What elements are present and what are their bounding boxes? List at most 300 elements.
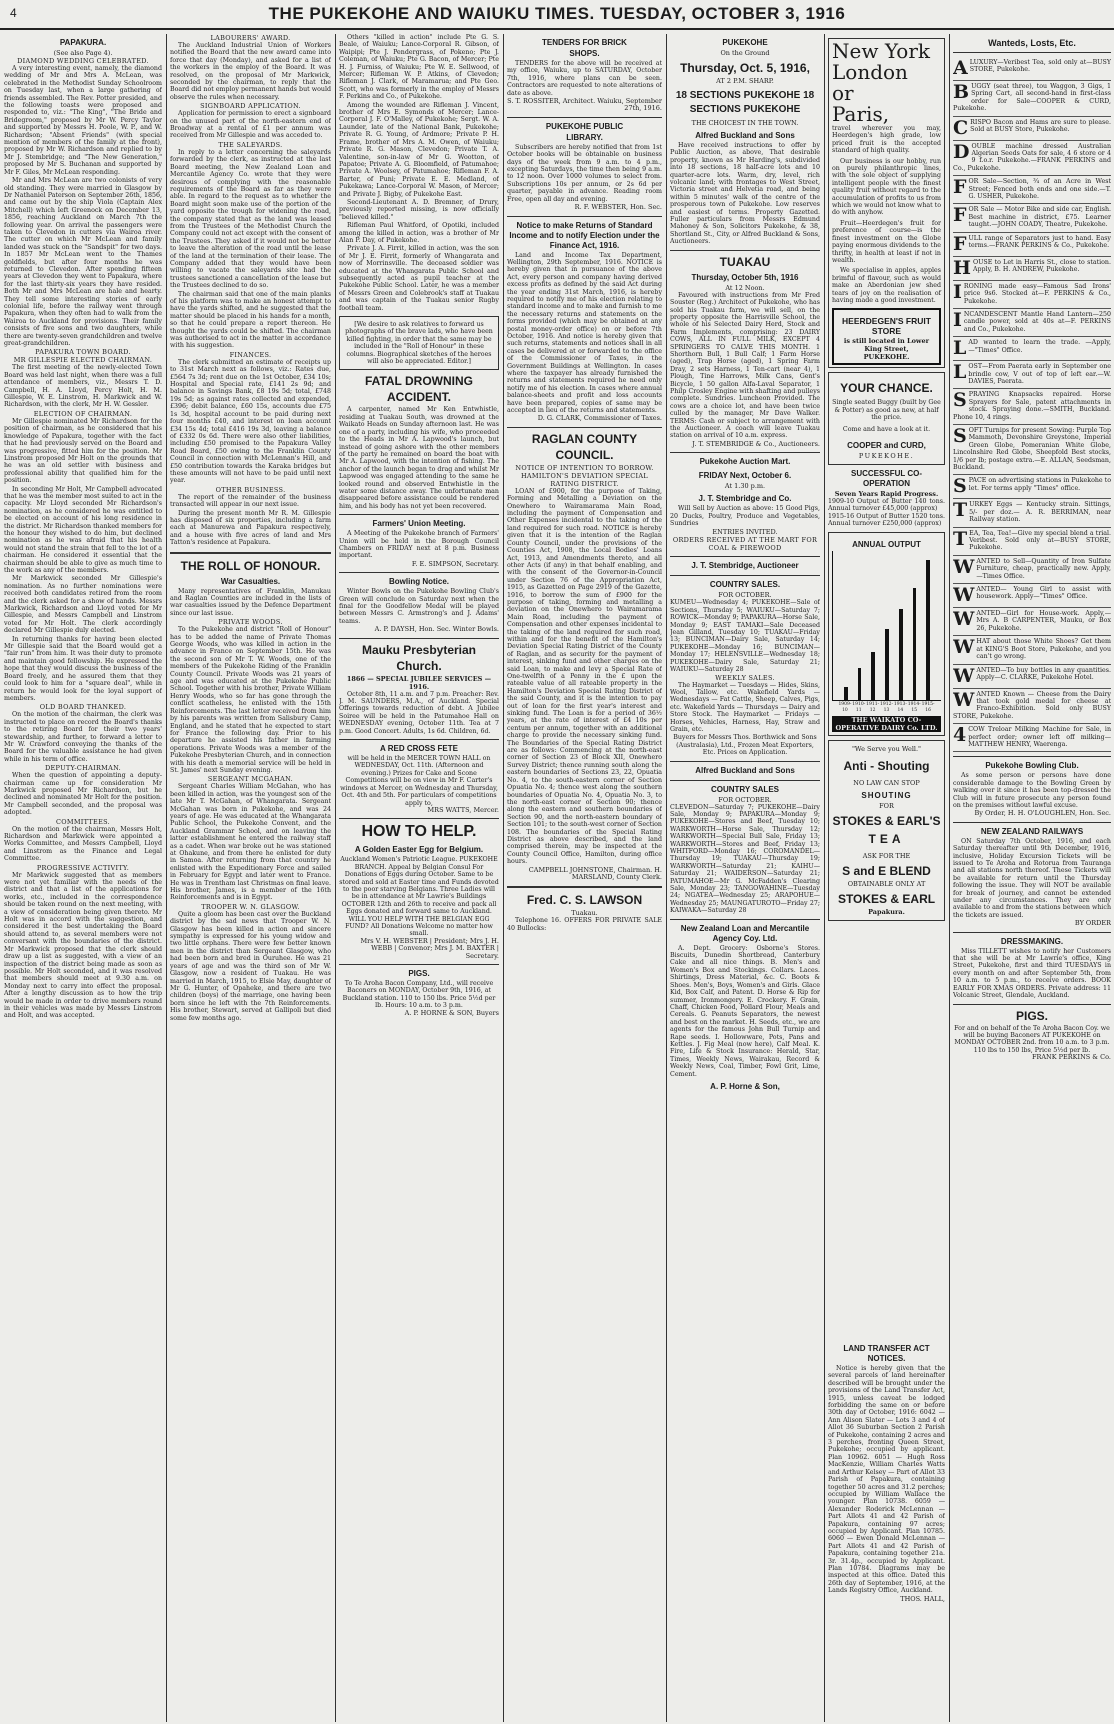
ad-text: ANTED— Young Girl to assist with housework. Apply—"Times" Office.	[976, 586, 1111, 601]
ad-text: As some person or persons have done considerable damage to the Bowling Green by walking over it since it has been top-dressed the Club will in future prosecute any person found on the premises without lawful excuse.	[953, 772, 1111, 809]
ad-text: RISPO Bacon and Hams are sure to please. Sold at BUSY Store, Pukekohe.	[970, 118, 1111, 134]
divider	[670, 919, 820, 920]
store-address: is still located in Lower King Street,	[843, 337, 930, 354]
divider	[953, 1004, 1111, 1005]
ad-text: LOAN of £900, for the purpose of Taking, Forming and Metalling a Deviation on the Onewhero to Wairamarama Main Road, including the payment of Compensation and Other Expenses incidental to the taking of the land required for such road. NOTICE is hereby given that it is the intention of the Raglan County Council, under the provisions of the Counties Act, 1908, the Local Bodies' Loans Act, 1913, and Amendments thereto, and all other Acts (if any) in that behalf enabling, and with the consent of the Governor-in-Council under Section 76 of the Appropriation Act, 1915, as Gazetted on Page 2919 of the Gazette, 1916, to borrow the sum of £900 for the purpose of taking, forming and metalling a deviation on the Onewhero to Wairamarama Main Road, including the payment of Compensation and other expenses incidental to the taking of the land required for such road, within and for the benefit of the Hamilton's Deviation Special Rating District of the County of Raglan, and as security for the payment of interest, sinking fund and other charges on the said Loan, to make and levy a Special Rate of One-twelfth of a Penny in the £ upon the rateable value of all rateable property in the Hamilton's Deviation Special Rating District of the said County, and it is the intention to pay out of loan for the first year's interest and sinking fund. The Loan is for a period of 36½ years, at the rate of interest of £4 10s per centum per annum, together with an additional charge to provide the necessary sinking fund. The Boundaries of the Special Rating District are as follows: Commencing at the north-east corner of Section 23 of Block XII, Onewhero Survey District; thence running south along the eastern boundaries of Sections 23, 22, Opuatia No. 4, to the south-eastern corner of Section Opuatia No. 4; thence west along the southern boundaries of Opuatia No. 4, Opuatia No. 3, to the north-east corner of Section 90; thence along the eastern and southern boundaries of Section 90, and the north-eastern boundary of Section 101; to the south-west corner of Section 108. The boundaries of the Special Rating District as above described, and the land comprised therein, may be inspected at the County Council Office, Hamilton, during office hours.	[507, 487, 662, 866]
column-rule	[824, 34, 825, 1722]
paragraph: Many representatives of Franklin, Manukau and Raglan Counties are included in the lists of war casualties issued by the Defence Department since our last issue.	[170, 587, 331, 617]
divider	[339, 818, 499, 819]
divider	[339, 964, 499, 965]
ad-heading: COUNCIL.	[555, 447, 614, 462]
ad-initial: T	[953, 499, 968, 522]
ad-text: OR Sale—Section, ¾ of an Acre in West Street; Fenced both ends and one side.—T. G. USHER, Pukekohe.	[968, 178, 1111, 201]
ad-slogan: "We Serve you Well."	[851, 744, 922, 753]
ad-text: NO LAW CAN STOP	[853, 778, 920, 787]
headline: FATAL DROWNING	[365, 374, 473, 389]
ad-date: Thursday, October 5th, 1916	[691, 272, 799, 282]
paragraph: When the question of appointing a deputy-chairman came up for consideration Mr Markwick proposed Mr Richardson, but he declined and nominated Mr Holt for the position. Mr Campbell seconded, and the proposal was adopted.	[4, 772, 162, 817]
ad-text: The Haymarket — Tuesdays — Hides, Skins, Wool, Tallow, etc. Wakefield Yards — Wednesdays — Fat Cattle, Sheep, Calves, Pigs, etc. Wakefield Yards — Thursdays — Dairy and Store Stock. The Haymarket — Fridays — Horses, Vehicles, Harness, Hay, Straw and Grain, etc.	[670, 681, 820, 733]
paragraph: Private J. A. Firrit, killed in action, was the son of Mr J. E. Firrit, formerly of Whangarata and now of Morrinsville. The deceased soldier was educated at the Whangarata Public School and subsequently acted as pupil teacher at the Pukekohe Public School. Later, he was a member of Messrs Green and Colebrook's staff at Tuakau and was captain of the Tuakau senior Rugby football team.	[339, 245, 499, 312]
column-notices	[507, 34, 662, 1722]
ad-heading: NEW ZEALAND RAILWAYS	[980, 826, 1084, 836]
column-rule	[666, 34, 667, 1722]
paragraph: The first meeting of the newly-elected Town Board was held last night, when there was a full attendance of members, viz., Messrs T. D. Campbell, H. A. Lloyd, Percy Holt, H. M. Gillespie, W. E. Linstrom, H. Markwick and W. Richardson, with the clerk, Mr H. W. Gessler.	[4, 364, 162, 409]
signature: BY ORDER	[1074, 919, 1111, 928]
sub-heading: LABOURERS' AWARD.	[210, 34, 291, 42]
classified-ad	[953, 528, 1111, 556]
ad-initial: W	[953, 584, 975, 607]
ad-text: Notice is hereby given that the several parcels of land hereinafter described will be brought under the provisions of the Land Transfer Act, 1915, unless caveat be lodged forbidding the same on or before 30th day of October, 1916: 6042 — Ann Alison Slater — Lots 3 and 4 of Allot 36 Suburban Section 2 Parish of Pukekohe, containing 2 acres and 3 perches, fronting Queen Street, Pukekohe; occupied by applicant. Plan 10962. 6051 — Hugh Ross MacKenzie, William Charles Watts and Arthur Kelsey — Part of Allot 33 Parish of Papakura, containing together 50 acres and 31.2 perches; occupied by William Wallace the younger. Plan 10738. 6059 — Alexander Roderick McLennan — Part Allots 41 and 42 Parish of Papakura, containing 97 acres; occupied by Applicant. Plan 10785. 6060 — Ewen Donald McLennan — Part Allots 41 and 42 Parish of Papakura, containing together 21a. 3r. 31.4p., occupied by Applicant. Plan 10784. Diagrams may be inspected at this office. Dated this 26th day of September, 1916, at the Lands Registry Office, Auckland.	[828, 1365, 945, 1595]
paragraph: Others "killed in action" include Pte G. S. Beale, of Waiuku; Lance-Corporal R. Gibson, of Waipipi; Pte J. Pendergrass, of Pokeno; Pte J. Coleman, of Waiuku; Pte G. Bacon, of Mercer; Pte H. J. Furniss, of Waiuku; Pte W. E. Sellwood, of Mercer; Rifleman W. P. Atkins, of Clevedon; Rifleman J. Clark, of Maramarua; and Pte Geo. Scott, who was formerly in the employ of Messrs F. Perkins and Co., of Pukekohe.	[339, 34, 499, 101]
ad-heading: A RED CROSS FETE	[380, 744, 458, 754]
ad-text: AD wanted to learn the trade. —Apply,—"Times" Office.	[968, 339, 1111, 354]
sub-heading: PROGRESSIVE ACTIVITY.	[36, 863, 130, 872]
coop-text: 1909-10 Output of Butter 140 tons. Annual turnover £45,000 (approx)	[828, 497, 945, 513]
divider	[953, 756, 1111, 757]
classified-ad	[953, 389, 1111, 425]
column-papakura	[4, 34, 162, 1722]
ad-text: OR Sale — Motor Bike and side car, English. Best machine in district, £75. Learner taught.—JOHN COADY, Theatre, Pukekohe.	[968, 206, 1111, 229]
sub-heading: OTHER BUSINESS.	[215, 485, 286, 494]
ad-heading: SHOPS.	[569, 49, 600, 58]
sub-heading: COMMITTEES.	[55, 817, 111, 826]
paragraph: Mr Gillespie nominated Mr Richardson for the position of chairman, as he considered that his knowledge of Papakura, together with the fact that he had previously served on the Board and was progressive, fitted him for the position. Mr Linstrom proposed Mr Holt on the grounds that he was an old settler with business and professional ability that qualified him for the position.	[4, 417, 162, 485]
chart-x-tick-label: 1910-11	[852, 701, 866, 713]
column-labourers	[170, 34, 331, 1722]
sub-heading: SERGEANT MCGAHAN.	[207, 775, 294, 784]
ad-text: ANTED to Sell—Quantity of Iron Sulfate Furniture, cheap, practically new. Apply,—Times Office.	[976, 557, 1111, 580]
your-chance-advert	[828, 372, 945, 465]
ad-heading: YOUR CHANCE.	[840, 381, 933, 396]
ad-text: Subscribers are hereby notified that from 1st October books will be obtainable on business days of the week from 9 a.m. to 4 p.m., excepting Saturdays, the time then being 9 a.m. to 12 noon. Over 1000 volumes to select from. Subscriptions 10s per annum, or 2s 6d per quarter, payable in advance. Reading room Free, open all day and evening.	[507, 143, 662, 203]
stokes-earl-advert	[828, 740, 945, 921]
ad-heading: HOW TO HELP.	[361, 823, 477, 841]
classified-ad	[953, 81, 1111, 117]
section-heading: Wanteds, Losts, Etc.	[988, 38, 1076, 48]
ad-initial: W	[953, 688, 975, 711]
signature: J. T. STEMBRIDGE & Co., Auctioneers.	[692, 439, 820, 448]
sub-heading: PAPAKURA TOWN BOARD.	[35, 348, 131, 357]
ad-heading: Pukekohe Bowling Club.	[985, 761, 1079, 771]
classified-ad	[953, 233, 1111, 257]
ad-initial: S	[953, 475, 967, 498]
ad-heading: STOKES & EARL	[837, 891, 936, 906]
signature: FRANK PERKINS & Co.	[1031, 1053, 1111, 1062]
classified-ad	[953, 281, 1111, 309]
ad-subheading: Tuakau.	[571, 909, 598, 918]
divider	[953, 932, 1111, 933]
paragraph: The report of the remainder of the business transacted will appear in our next issue.	[170, 493, 331, 509]
store-town: PUKEKOHE.	[863, 353, 910, 362]
ad-initial: L	[953, 361, 967, 384]
ad-heading: Paris,	[832, 102, 890, 126]
paragraph: Sergeant Charles William McGahan, who has been killed in action, was the youngest son of the late Mr T. McGahan, of Whangarata. Sergeant McGahan was born in Pukekohe, and was 24 years of age. He was educated at the Whangarata Public School, the Pukekohe Convent, and the Auckland Grammar School, and on leaving the latter establishment he entered the railway staff as a cadet. When war broke out he was stationed at Ohakune, and from there he enlisted for duty in Samoa. After returning from that country he enlisted with the Expeditionary Force and sailed in February for Egypt and later went to France. He was in Trentham last Christmas on final leave. His brother, James, is a member of the 16th Reinforcements and is in Egypt.	[170, 783, 331, 902]
chart-bar	[871, 652, 875, 700]
classified-ad	[953, 608, 1111, 636]
paragraph: On the motion of the chairman, the clerk was instructed to place on record the Board's thanks to the retiring Board for their two years' stewardship, and further, to forward a letter to Mr W. Crawford conveying the thanks of the Board for the valuable assistance he had given while in his term of office.	[4, 711, 162, 763]
signature: CAMPBELL JOHNSTONE, Chairman. H. MARSLAND, County Clerk.	[528, 865, 662, 881]
see-also: (See also Page 4).	[53, 49, 113, 57]
ad-text: Will Sell by Auction as above: 15 Good Pigs, 20 Ducks, Poultry, Produce and Vegetables, Sundries	[670, 505, 820, 528]
ad-text: travel wherever you may, Heerdegen's high grade, low priced fruit is the accepted standard of high quality.	[832, 125, 941, 155]
ad-initial: W	[953, 608, 975, 631]
ad-text: OBTAINABLE ONLY AT	[847, 879, 926, 888]
section-heading: PAPAKURA.	[59, 38, 107, 47]
signature: A. P. DAYSH, Hon. Sec. Winter Bowls.	[374, 625, 499, 634]
ad-initial: F	[953, 176, 967, 199]
ad-text: We specialise in apples, apples brimful of flavour, such as would make an Aberdonian jew shed tears of joy on the realisation of having made a good investment.	[832, 267, 941, 304]
sub-heading: PRIVATE WOODS.	[218, 618, 283, 627]
ad-heading: TUAKAU	[719, 254, 771, 269]
ad-text: NCANDESCENT Mantle Hand Lantern—250 candle power, sold at 40s at—F. PERKINS and Co., Pukekohe.	[963, 310, 1111, 333]
ad-initial: H	[953, 256, 971, 279]
ad-text: Fruit—Heerdegen's fruit for preference of course—is the finest investment on the Globe paying enormous dividends to the thrifty, in health at least if not in wealth.	[832, 219, 941, 264]
coop-heading: SUCCESSFUL CO-OPERATION	[851, 468, 922, 488]
ad-text: OUSE to Let in Harris St., close to station. Apply, B. H. ANDREW, Pukekohe.	[972, 258, 1111, 274]
ad-date: Thursday, Oct. 5, 1916,	[680, 61, 810, 75]
divider	[953, 52, 1111, 53]
paragraph: Mr Markwick seconded Mr Gillespie's nomination. As no further nominations were received both candidates retired from the room and the clerk asked for a show of hands. Messrs Markwick, Richardson and Lloyd voted for Mr Gillespie, and Messrs Campbell and Linstrom voted for Mr Holt. The clerk accordingly declared Mr Gillespie duly elected.	[4, 575, 162, 635]
ad-initial: 4	[953, 724, 967, 747]
ad-text: ULL range of Separators just to hand. Easy terms.—FRANK PERKINS & Co., Pukekohe.	[968, 234, 1111, 250]
firm-name: Alfred Buckland and Sons	[695, 765, 795, 775]
ad-heading: TEA	[868, 831, 905, 846]
classified-ad	[953, 665, 1111, 689]
sub-heading: War Casualties.	[220, 576, 281, 586]
chart-bar	[858, 668, 862, 699]
ad-text: Buyers for Messrs Thos. Borthwick and Sons (Australasia), Ltd., Frozen Meat Exporters, Etc. Prices on Application.	[673, 734, 817, 757]
ad-subheading: WEEKLY SALES.	[715, 673, 775, 682]
ad-text: To Te Aroha Bacon Company, Ltd., will receive Baconers on MONDAY, October 9th, 1916, at Buckland station. 110 to 150 lbs. Price 5½d per lb. Hours: 10 a.m. to 3 p.m.	[342, 980, 496, 1010]
ad-heading: DRESSMAKING.	[1000, 936, 1064, 946]
ad-text: Come and have a look at it.	[842, 425, 931, 433]
classified-ad	[953, 499, 1111, 527]
store-name: HEERDEGEN'S FRUIT STORE	[842, 316, 931, 337]
chart-x-tick-label: 1915-16	[921, 701, 935, 713]
firm-name: J. T. Stembridge and Co.	[698, 494, 792, 504]
ad-heading: Anti - Shouting	[843, 758, 930, 773]
page-number: 4	[10, 6, 17, 20]
classified-ad	[953, 584, 1111, 608]
ad-heading: S and E BLEND	[842, 863, 931, 878]
ad-date: FRIDAY Next, October 6.	[698, 471, 792, 481]
ad-text: RONING made easy—Famous Sad Irons' price 9s6. Stocked at—F. PERKINS & Co., Pukekohe.	[963, 282, 1111, 305]
ad-heading: New Zealand Loan and Mercantile Agency Coy. Ltd.	[680, 923, 810, 943]
ad-heading: Mauku Presbyterian	[361, 642, 477, 657]
ad-heading: TENDERS FOR BRICK	[542, 38, 627, 47]
ad-initial: S	[953, 424, 967, 447]
ad-subheading: A Golden Easter Egg for Belgium.	[354, 845, 484, 855]
classified-ad	[953, 204, 1111, 232]
ad-text: PACE on advertising stations in Pukekohe to let. For terms apply "Times" office.	[968, 477, 1111, 492]
chart-title: ANNUAL OUTPUT	[852, 539, 921, 549]
firm-name: Alfred Buckland and Sons	[695, 131, 795, 140]
ad-heading: London	[832, 60, 908, 84]
firm-name: COOPER and CURD,	[847, 440, 926, 450]
ad-text: ANTED Known — Cheese from the Dairy that took gold medal for cheese at Franco-Exhibition. Sold only BUSY STORE, Pukekohe.	[953, 690, 1111, 720]
classified-ad	[953, 141, 1111, 177]
classified-ad	[953, 57, 1111, 81]
ad-heading: New York	[832, 39, 930, 63]
ad-text: Auckland Women's Patriotic League. PUKEKOHE BRANCH. Appeal by Belgian Consul For Donations of Eggs during October. Same to be stored and sold at Easter time and Funds devoted to the poor starving Belgians. Three Ladies will be in attendance at Mr Lawrie's Buildings OCTOBER 12th and 26th to receive and pack all Eggs donated and forward same to Auckland. WILL YOU HELP WITH THE BELGIAN EGG FUND? All Donations Welcome no matter how small.	[339, 856, 499, 938]
ad-text: ANTED—To buy bottles in any quantities. Apply—C. CLARKE, Pukekohe Hotel.	[976, 666, 1111, 681]
column-rule	[949, 34, 950, 1722]
ad-text: Winter Bowls on the Pukekohe Bowling Club's Green will conclude on Saturday next when the final for the Goodfellow Medal will be played between Messrs C. Armstrong's and J. Adams' teams.	[339, 588, 499, 625]
sub-heading: THE SALEYARDS.	[218, 140, 283, 149]
ad-heading: COUNTRY SALES	[710, 784, 779, 794]
chart-bar	[913, 588, 917, 699]
paragraph: Application for permission to erect a signboard on the unused part of the north-eastern end of Broadway at a rental of £1 per annum was received from Mr Gillespie and was acceded to.	[170, 110, 331, 140]
firm-name: J. T. Stembridge, Auctioneer	[691, 561, 799, 571]
ad-initial: W	[953, 636, 975, 659]
ad-heading: or	[832, 81, 854, 105]
ad-text: FOR	[879, 801, 894, 810]
paragraph: Quite a gloom has been cast over the Buckland district by the sad news that Trooper W. N. Glasgow has been killed in action and sincere sympathy is expressed for his young widow and two little orphans. There were few better known men in the district than Sergeant Glasgow, who had been born and bred in Ouruhee. He was 21 years of age and was the third son of Mr W. Glasgow, now a resident of Tuakau. He was married in March, 1915, to Elsie May, daughter of Mr G. Hunter, of Opaheke, and there are two children (boys) of the marriage, one having been born since he left with the 7th Reinforcements. His brother, Stewart, served at Gallipoli but died some few months ago.	[170, 910, 331, 1022]
sub-heading: SIGNBOARD APPLICATION.	[200, 102, 301, 111]
firm-name: A. P. Horne & Son,	[710, 1081, 780, 1091]
ad-initial: A	[953, 57, 968, 79]
ad-note: ENTRIES INVITED.	[712, 528, 778, 537]
ad-heading: Notice to make Returns of Standard Income and to notify Election under the Finance Act, 1916.	[509, 220, 660, 250]
ad-heading: PUKEKOHE	[722, 38, 768, 47]
classified-ad	[953, 689, 1111, 725]
sales-list: CLEVEDON—Saturday 7; PUKEKOHE—Dairy Sale, Monday 9; PAPAKURA—Monday 9; PUKEKOHE—Stores and Beef, Tuesday 10; WARKWORTH—Horse Sale, Thursday 12; WARKWORTH—Special Bull Sale, Friday 13; WARKWORTH—Stores and Beef, Friday 13; WHITFORD—Monday 16; COROMANDEL—Thursday 19; TUAKAU—Thursday 19; WARKWORTH—Saturday 21; KAIHU—Saturday 21; WAIDERSON—Saturday 21; PATUMAHOE—Mr G. McFadden's Clearing Sale, Monday 23; TANGOWAHINE—Tuesday 24; NGATEA—Wednesday 25; ARAPOHUE—Wednesday 25; MAUNGATUROTO—Friday 27; KAIWAKA—Saturday 28	[670, 803, 820, 915]
ad-text: TENDERS for the above will be received at my office, Waiuku, up to SATURDAY, October 7th, 1916, where plans can be seen. Contractors are requested to note alterations of date as above.	[507, 60, 662, 97]
ad-text: A Meeting of the Pukekohe branch of Farmers' Union will be held in the Borough Council Chambers on FRIDAY next at 8 p.m. Business important.	[339, 530, 499, 560]
ad-heading: Bowling Notice.	[389, 577, 449, 587]
divider	[670, 452, 820, 453]
ad-text: For and on behalf of the Te Aroha Bacon Coy. we will be buying Baconers AT PUKEKOHE on MONDAY OCTOBER 2nd. from 10 a.m. to 3 p.m. 110 lbs to 150 lbs, Price 5½d per lb.	[954, 1024, 1110, 1054]
chart-x-tick-label: 1909-10	[838, 701, 852, 713]
ad-heading: PUKEKOHE PUBLIC	[545, 121, 624, 131]
ad-text: October 8th, 11 a.m. and 7 p.m. Preacher: Rev. J. M. SAUNDERS, M.A., of Auckland. Special Offerings towards reduction of debt. A Jubilee Soiree will be held in the Patumahoe Hall on WEDNESDAY evening, October 11th. Tea at 7 p.m. Good Concert. Adults, 1s 6d. Children, 6d.	[339, 690, 499, 735]
ad-heading: Fred. C. S. LAWSON	[526, 893, 643, 908]
signature: A. P. HORNE & SON, Buyers	[404, 1008, 499, 1017]
ad-initial: D	[953, 140, 970, 163]
paragraph: Mr and Mrs McLean are two colonists of very old standing. They were married in Glasgow by Dr Nathaniel Paterson on September 26th, 1856, and came out by the ship Viola (Captain Alex Mitchell) which left Greenock on December 13, 1856, reaching Auckland on March 7th the following year. On arrival the passengers were taken to Clevedon in cutters via Wairoa river. The cutter on which Mr McLean and family landed was stuck on the "Sandspit" for two days. In 1857 Mr McLean went to the Thames goldfields, but after four months he was returned to Clevedon. After spending fifteen years at Clevedon they went to Papakura, where for the last thirty-six years they have resided. Both Mr and Mrs McLean are hale and hearty. They tell some interesting stories of early colonial life, before the railway went through Papakura, when they often had to walk from the Wairoa to Auckland for provisions. Their family consists of five sons and two daughters, while there are twenty-seven grandchildren and twelve great-grandchildren.	[4, 177, 162, 348]
ad-initial: F	[953, 204, 967, 227]
ad-subheading: HAMILTON'S DEVIATION SPECIAL RATING DISTRICT.	[520, 471, 649, 488]
signature: By Order, H. H. O'LOUGHLEN, Hon. Sec.	[974, 809, 1111, 818]
ad-subheading: THE CHOICEST IN THE TOWN.	[691, 119, 799, 127]
divider	[339, 514, 499, 515]
notice-text: [We desire to ask relatives to forward us photographs of the brave lads, who have been killed fighting, in order that the same may be included in the "Roll of Honour" in these columns. Biographical sketches of the heroes will also be appreciated. Editor.]	[345, 321, 493, 366]
paragraph: In reply to a letter concerning the saleyards forwarded by the clerk, as instructed at the last Board meeting, the New Zealand Loan and Mercantile Agency Co. wrote that they were desirous of complying with the reasonable requirements of the Board as far as they were able. In regard to the request as to whether the Board might soon make use of the portion of the yard opposite the trough for widening the road, the company stated that as the land was leased from the Trustees of the Methodist Church the Company could not act except with the consent of the Trustees. They asked if it would not be better to leave the alteration of the road until the lease of the land at the termination of their lease. The Company added that they would have been willing to vacate the saleyards site had the trustees sanctioned a cancellation of the lease but the Trustees declined to do so.	[170, 148, 331, 290]
classified-ad	[953, 556, 1111, 584]
chart-x-tick-label: 1913-14	[893, 701, 907, 713]
signature: S. T. ROSSITER, Architect. Waiuku, September 27th, 1916.	[507, 97, 662, 113]
chart-x-tick-label: 1914-15	[907, 701, 921, 713]
divider	[670, 780, 820, 781]
ad-subheading: FOR OCTOBER.	[718, 795, 772, 804]
column-rule	[503, 34, 504, 1722]
divider	[507, 216, 662, 217]
divider	[507, 886, 662, 888]
ad-text: Favoured with instructions from Mr Fred Souster (Reg.) Architect of Pukekohe, who has sold his Tuakau farm, we will sell, on the property opposite the Harrisville School, the whole of his Selected Dairy Herd, Stock and Farm Implements, comprising: 23 DAIRY COWS, ALL IN FULL MILK, EXCEPT 4 SPRINGERS TO CALVE THIS MONTH. 1 Shorthorn Bull, 1 Bull Calf; 1 Farm Horse (aged), Trap Horse (aged), 1 Spring Farm Dray, 2 sets Harness, 1 Ten-cart (near 4), 1 Plough, Tine Harrows, Milk Cans, Gent's Bicycle, 1 50 gallon Alfa-Laval Separator, 1 Philp Crosley Engine with shafting and pulleys complete. Sundries. Luncheon Provided. The cows are a choice lot, and have been twice culled by the manager, Mr Dave Walker. TERMS: Cash or subject to arrangement with the Auctioneer. A coach will leave Tuakau station on arrival of 10 a.m. express.	[670, 291, 820, 440]
paragraph: Rifleman Paul Whitford, of Opotiki, included among the killed in action, was a brother of Mr Alan P. Day, of Pukekohe.	[339, 222, 499, 244]
ad-initial: W	[953, 664, 975, 687]
newspaper-title: THE PUKEKOHE AND WAIUKU TIMES. TUESDAY, OCTOBER 3, 1916	[268, 4, 846, 23]
ad-text: Miss TILLETT wishes to notify her Customers that she will be at Mr Lawrie's office, King Street, Pukekohe, first and third TUESDAYS in every month on and after September 5th, from 10 a.m. to 5 p.m., to receive orders. BOOK EARLY FOR XMAS ORDERS. Private address: 11 Volcanic Street, Glendale, Auckland.	[953, 947, 1111, 1000]
ad-heading: PIGS.	[408, 969, 430, 978]
ad-subheading: NOTICE OF INTENTION TO BORROW.	[515, 463, 654, 472]
column-wanteds	[953, 34, 1111, 1722]
paragraph: A very interesting event, namely, the diamond wedding of Mr and Mrs A. McLean, was celebrated in the Methodist Sunday Schoolroom on Tuesday last, when a large gathering of friends assembled. The Rev. Potter presided, and the following toasts were proposed and responded to, viz.: "The King", "The Bride and Bridegroom," proposed by Mr W. Percy Taylor and supported by Messrs H. Poole, W. P., and W. Richardson; "Absent Friends" (with special mention of members of the family at the front), proposed by Mr W. Richardson and replied to by Mr J. Stembridge; and "The New Generation," proposed by Mr S. Buchanan and supported by Mr F. Giles, Mr McLean responding.	[4, 65, 162, 176]
chart-bar	[844, 687, 848, 700]
ad-initial: C	[953, 116, 969, 139]
divider	[953, 822, 1111, 823]
ad-time: At 1.30 p.m.	[724, 482, 766, 491]
sub-heading: ELECTION OF CHAIRMAN.	[33, 409, 133, 418]
ad-initial: W	[953, 555, 975, 578]
ad-text: OFT Turnips for present Sowing: Purple Top Mammoth, Devonshire Greystone, Imperial Green Globe, Pomeranian White Globe, Lincolnshire Red Globe, Sheepfold Best stocks, 1/6 per lb; postage extra.—E. ALLAN, Seedsman, Buckland.	[953, 426, 1111, 471]
signature: D. G. CLARK, Commissioner of Taxes.	[537, 414, 662, 423]
fruit-store-box	[832, 308, 941, 365]
ad-subheading: 1866 — SPECIAL JUBILEE SERVICES — 1916.	[346, 674, 492, 691]
column-rule	[335, 34, 336, 1722]
ad-heading: LAND TRANSFER ACT NOTICES.	[843, 1344, 930, 1363]
sub-heading: DIAMOND WEDDING CELEBRATED.	[17, 57, 149, 65]
chart-footer: THE WAIKATO CO-OPERATIVE DAIRY Co. LTD.	[832, 716, 941, 732]
ad-text: HAT about those White Shoes? Get them at KING'S Boot Store, Pukekohe, and you can't go wrong.	[976, 638, 1111, 661]
paragraph: A carpenter, named Mr Ken Entwhistle, residing at Tuakau South, was drowned at the Waikato Heads on Sunday afternoon last. He was one of a party, including his wife, who proceeded to the Heads in Mr A. Lapwood's launch, but instead of going ashore with the other members of the party he remained on board the boat with Mr A. Lapwood, with the intention of fishing. The anchor of the launch began to drag and whilst Mr Lapwood was engaged attending to the same he looked round and observed Entwhistle in the water some distance away. The unfortunate man disappeared before assistance could be rendered him, and his body has not yet been recovered.	[339, 406, 499, 510]
divider	[170, 552, 331, 554]
heerdegen-advert	[828, 38, 945, 368]
annual-output-chart	[828, 532, 945, 736]
ad-text: PRAYING Knapsacks repaired. Horse Sprayers for Sale, patent attachments in stock. Spraying done.—SMITH, Buckland. Phone 10, 4 rings.	[953, 391, 1111, 421]
ad-text: OUBLE machine dressed Australian Algerian Seeds Oats for sale, 4 6 store or 4 9 f.o.r. Pukekohe.—FRANK PERKINS and Co., Pukekohe.	[953, 142, 1111, 172]
ad-initial: B	[953, 81, 970, 103]
ad-text: Single seated Buggy (built by Gee & Potter) as good as new, at half the price.	[832, 399, 941, 422]
ad-note: ORDERS RECEIVED AT THE MART FOR COAL & FIREWOOD	[672, 536, 818, 553]
classified-ad	[953, 724, 1111, 752]
paragraph: In seconding Mr Holt, Mr Campbell advocated that he was the member most suited to act in the capacity. Mr Lloyd seconded Mr Richardson's nomination, as he considered he was entitled to be elected on account of his long residence in the district. Mr Richardson thanked members for the honour they wished to do him, but declined nomination as he was afraid that his health would not stand the strain that fell to the lot of a chairman. He considered it essential that the chairman should be able to give as much time to the work as any of the members.	[4, 485, 162, 574]
sub-heading: OLD BOARD THANKED.	[39, 703, 127, 712]
divider	[670, 556, 820, 557]
ad-text: Our business is our hobby, run on purely philanthropic lines, with the sole object of supplying intelligent people with the finest quality fruit without regard to the accumulation of profits to us from which we would not know what to do with anyhow.	[832, 157, 941, 217]
classified-ad	[953, 117, 1111, 141]
paragraph: Among the wounded are Rifleman J. Vincent, brother of Mrs E. Symonds of Mercer; Lance-Corporal J. F. O'Malley, of Pukekohe; Sergt. W. A. Launder, late of the National Bank, Pukekohe; Private R. G. Young, of Ardmore; Private P. H. Frame, brother of Mrs A. M. Owen, of Waiuku; Private R. G. Mason, Clevedon; Private T. A. Valentine, son-in-law of Mr G. Wootton, of Papatoe; Private A. G. Bloomfield, of Patumahoe; Private A. Woolsey, of Patumahoe; Rifleman F. A. Barter, of Puni; Private E. E. Medland, of Pukekawa; Lance-Corporal W. Mason, of Mercer; and Private J. Bigby, of Pukekohe East.	[339, 101, 499, 198]
sub-heading: MR GILLESPIE ELECTED CHAIRMAN.	[13, 356, 153, 365]
chart-x-tick-label: 1911-12	[866, 701, 880, 713]
chart-bar	[899, 609, 903, 700]
ad-text: ASK FOR THE	[862, 851, 911, 860]
ad-text: SHOUTING	[861, 790, 912, 800]
signature: Mrs V. H. WEBSTER | President; Mrs J. H. WEBB | Convenor; Mrs J. M. BAXTER | Secretary.	[360, 936, 499, 960]
paragraph: During the present month Mr R. M. Gillespie has disposed of six properties, including a farm each at Manurewa and Papakura respectively, and a house with five acres of land and Mrs Tatton's residence at Papakura.	[170, 509, 331, 547]
firm-town: PUKEKOHE.	[858, 451, 915, 460]
chart-x-tick-label: 1912-13	[880, 701, 893, 713]
ad-text: Have received instructions to offer by Public Auction, as above, That desirable property, known as Mr Harding's, subdivided into 18 sections, 18 half-acre lots and 10 quarter-acre lots. Warm, dry, level, rich volcanic land; with frontages to West Street, Victoria street and Helvetia road, and being within 5 minutes' walk of the centre of the prosperous town of Pukekohe. Low reserves and easiest of terms. Property Gazetted. Fuller particulars from Messrs Edmund Mahoney & Son, Solicitors Pukekohe, & 38, Shortland St., City, or Alfred Buckland & Sons, Auctioneers.	[670, 142, 820, 246]
ad-text: Telephone 16. OFFERS FOR PRIVATE SALE 40 Bullocks:	[507, 917, 662, 932]
ad-text: Land and Income Tax Department, Wellington, 29th September, 1916. NOTICE is hereby given that in pursuance of the above Act, every person and company having derived excess profits as defined by the said Act during the year ending 31st March, 1916, is hereby required to notify me of his election relating to standard income and to make and furnish to me the necessary returns and statements on the forms provided (which may be obtained at any postal money-order office) on or before 7th October, 1916. And notice is hereby given that such returns, statements and notices shall in all cases be delivered at or forwarded to the office of the Commissioner of Taxes, in the Government Buildings at Wellington. In cases where the taxpayer has already furnished the returns and statements required he need only notify me of his election. In cases where annual balance-sheets and profit and loss accounts have been prepared, copies of same may be accepted in lieu of the returns and statements.	[507, 251, 662, 415]
signature: R. F. WEBSTER, Hon. Sec.	[574, 203, 662, 212]
classified-ad	[953, 176, 1111, 204]
column-war-news	[339, 34, 499, 1722]
ad-initial: T	[953, 527, 968, 550]
chart-x-labels	[832, 701, 941, 714]
ad-initial: F	[953, 232, 967, 255]
signature: THOS. HALL,	[900, 1594, 945, 1603]
ad-subheading: On the Ground	[720, 49, 770, 57]
ad-heading: STOKES & EARL'S	[832, 813, 941, 828]
paragraph: On the motion of the chairman, Messrs Holt, Richardson and Markwick were appointed a Works Committee, and Messrs Campbell, Lloyd and Linstrom as the Finance and Legal Committee.	[4, 825, 162, 863]
ad-initial: I	[953, 308, 962, 331]
divider	[670, 761, 820, 762]
sales-list: KUMEU—Wednesday 4; PUKEKOHE—Sale of Sections, Thursday 5; WAIUKU—Saturday 7; ROWICK—Monday 9; PAPAKURA—Horse Sale, Monday 9; EAST TAMAKI—Sale Deceased Jean Gilland, Tuesday 10; TUAKAU—Friday 13; BUNCIMAN—Dairy Sale, Saturday 14; PUKEKOHE—Monday 16; BUNCIMAN—Monday 17; HELENSVILLE—Wednesday 18; PUKEKOHE—Dairy Sale, Saturday 21; WAIUKU—Saturday 28	[670, 599, 820, 674]
paragraph: In returning thanks for having been elected Mr Gillespie said that the Board would get a "fair run" from him. It was their duty to promote and maintain good fellowship. He expressed the hope that they would discuss the business of the Board freely, and he assured them that they could look to him for a "square deal", while in return he would look for the loyal support of members.	[4, 635, 162, 702]
ad-text: Papakura.	[868, 907, 905, 916]
ad-text: EA, Tea, Tea!—Give my special blend a trial. Veribest. Sold only at—BUSY STORE, Pukekohe.	[969, 529, 1111, 552]
divider	[670, 575, 820, 576]
ad-text: ON Saturday 7th October, 1916, and each Saturday thereafter until 9th December, 1916, inclusive, Holiday Excursion Tickets will be issued to Te Aroha and Rotorua from Tauranga and all stations north thereof. These Tickets will be available for return until the Thursday following the issue. They will NOT be available for break of journey, and cannot be extended under any circumstances. They are only available to and from the stations between which the tickets are issued.	[953, 837, 1111, 919]
coop-subheading: Seven Years Rapid Progress.	[834, 489, 939, 498]
classified-ad	[953, 475, 1111, 499]
paragraph: To the Pukekohe and district "Roll of Honour" has to be added the name of Private Thomas George Woods, who was killed in action in the advance in France on September 15th. He was the second son of Mr T. W. Woods, one of the members of the Pukekohe Riding of the Franklin County Council. Private Woods was 21 years of age and was educated at the Pukekohe Public School. Together with his brother, Private William Henry Woods, who so far has gone through the conflict scatheless, he enlisted with the 15th Reinforcements. The last letter received from him by his parents was written from Salisbury Camp, England, and he stated that he expected to start for France the following day. Prior to his departure he assisted his father in farming operations. Private Woods was a member of the Pukekohe Presbyterian Church, and in connection with his death a memorial service will be held in St. James' next Sunday evening.	[170, 626, 331, 774]
coop-text: 1915-16 Output of Butter 1520 tons. Annual turnover £250,000 (approx)	[828, 512, 945, 528]
ad-heading: Church.	[396, 658, 442, 673]
column-auctions	[670, 34, 820, 1722]
paragraph: The Auckland Industrial Union of Workers notified the Board that the new award came into force that day (Monday), and asked for a list of the workers in the employ of the Board. It was resolved, on the proposal of Mr Markwick, seconded by the chairman, to reply that the Board did not employ permanent hands but would observe the rules when necessary.	[170, 42, 331, 101]
signature: F. E. SIMPSON, Secretary.	[411, 559, 499, 568]
chart-bar	[885, 629, 889, 700]
ad-text: ANTED—Girl for House-work. Apply,— Mrs A. B CARPENTER, Mauku, or Box 26, Pukekohe.	[976, 610, 1111, 632]
sub-heading: TROOPER W. N. GLASGOW.	[201, 902, 300, 911]
sub-heading: FINANCES.	[229, 350, 272, 359]
ad-time: AT 2 P.M. SHARP.	[716, 77, 774, 85]
ad-heading: LIBRARY.	[566, 132, 603, 142]
ad-initial: L	[953, 337, 967, 360]
divider	[670, 250, 820, 251]
sub-heading: DEPUTY-CHAIRMAN.	[44, 764, 122, 773]
ad-text: UGGY (seat three), tou Waggon, 3 Gigs, 1 Spring Cart, all second-hand in first-class order for Sale—COOPER & CURD, Pukekohe.	[953, 83, 1111, 113]
paragraph: Mr Markwick suggested that as members were not yet familiar with the needs of the district and that a list of the applications for works, etc., included in the correspondence should be taken round on the next meeting, with a view of consideration being given thereto. Mr Holt was in accord with the suggestion, and considered it the best undertaking the Board should attend to, as several members were not conversant with the boundaries of the district. Mr Markwick proposed that the clerk should draw up a list as suggested, with a view of an inspection of the district being made as soon as possible. Mr Holt seconded, and it was resolved that members should meet at 9.30 a.m. on Monday next to carry into effect the proposal. After a lengthy discussion as to how the trip would be made in order to drive members round in their vehicles was made by Messrs Linstrom and Holt, and was accepted.	[4, 871, 162, 1020]
editor-notice	[339, 316, 499, 370]
ad-text: A. Dept. Grocery: Osborne's Stores. Biscuits, Dunedin Shortbread, Canterbury Cake and all nice things. B. Men's and Women's Box and Stockings. Collars. Laces. Shirtings, Dress Material, &c. C. Boots & Shoes. Men's, Boys, Women's and Girls. Glace Kid, Box Calf, and Patent. D. Horse & Rip for summer, Ironmongery. E. Crockery. F. Grain, Chaff, Chicken Food, Pollard Flour, Meals and Cereals. G. Peanuts Separators, the newest and best on the market. H. Seeds, etc., we are agents for the famous John Bull Turnip and Rape seeds. I. Hollowware, Pots, Pans and Kettles. J. Fig Meal (now here), Calf Meal. K. Fire, Life & Stock Insurance: Herald, Star, Times, Weekly News, Wairakau, Record & Weekly News, Coal, Timber, Fowl Grit, Lime, Cement.	[670, 944, 820, 1078]
ad-text: URKEY Eggs — Kentucky strain. Sittings, 5/- per doz.— A. R. BERRIMAN, near Railway station.	[969, 501, 1111, 524]
paragraph: The chairman said that one of the main planks of his platform was to make an honest attempt to have the yards shifted, and he suggested that the matter should be placed in his hands for a month, so that he could prepare a report thereon. He thought the yards could be shifted. The chairman was authorised to act in the matter in accordance with his suggestion.	[170, 290, 331, 350]
roll-of-honour-heading: THE ROLL OF HONOUR.	[180, 558, 321, 573]
wanted-list	[953, 57, 1111, 752]
ad-heading: 18 SECTIONS PUKEKOHE 18 SECTIONS PUKEKOHE	[675, 90, 815, 115]
ad-heading: COUNTRY SALES.	[709, 580, 781, 590]
classified-ad	[953, 309, 1111, 337]
land-transfer-notices	[828, 1340, 945, 1720]
classified-ad	[953, 361, 1111, 389]
ad-text: LUXURY—Veribest Tea, sold only at—BUSY STORE, Pukekohe.	[969, 59, 1111, 74]
ad-text: COW Treloar Milking Machine for Sale, in perfect order; owner left off milking—MATTHEW HENRY, Waerenga.	[968, 726, 1111, 748]
ad-text: OST—From Paerata early in September one brindle cow, V out of top of left ear.—W. DAVIES, Paerata.	[968, 363, 1111, 385]
divider	[507, 427, 662, 428]
classified-ad	[953, 337, 1111, 361]
chart-bar	[926, 560, 930, 700]
ad-time: At 12 Noon.	[725, 283, 765, 292]
headline: ACCIDENT.	[386, 390, 451, 405]
classified-ad	[953, 257, 1111, 281]
chart-bars	[832, 551, 941, 701]
column-rule	[166, 34, 167, 1722]
signature: MRS WATTS, Mercer.	[427, 805, 499, 814]
ad-initial: I	[953, 280, 962, 303]
paragraph: Second-Lieutenant A. D. Bremner, of Drury, previously reported missing, is now officially "believed killed."	[339, 198, 499, 221]
paragraph: The clerk submitted an estimate of receipts up to 31st March next as follows, viz.: Rates due, £564 7s 3d; rent due on the 1st October, £34 10s; Hospital and Special rate, £141 2s 9d; and balance in Savings Bank, £8 19s 5d; total, £748 19s 5d; as against rates collected and expended, £396; debit balance, £60 15s, accounts due £75 1s 3d, hospital account to be paid during next four months £40, and interest on loan account £34 15s 4d; total £416 19s 3d, leaving a balance of £332 0s 6d. There were also other liabilities, including £50 promised to the Papakura Valley Road Board, £50 owing to the Franklin County Council in connection with McLennan's Hill, and £50 contribution towards the Karaka bridges but these amounts will not have to be paid until next year.	[170, 358, 331, 485]
divider	[339, 638, 499, 639]
classified-ad	[953, 636, 1111, 664]
ad-heading: RAGLAN COUNTY	[531, 431, 638, 446]
divider	[339, 739, 499, 740]
classified-ad	[953, 425, 1111, 475]
divider	[507, 117, 662, 118]
